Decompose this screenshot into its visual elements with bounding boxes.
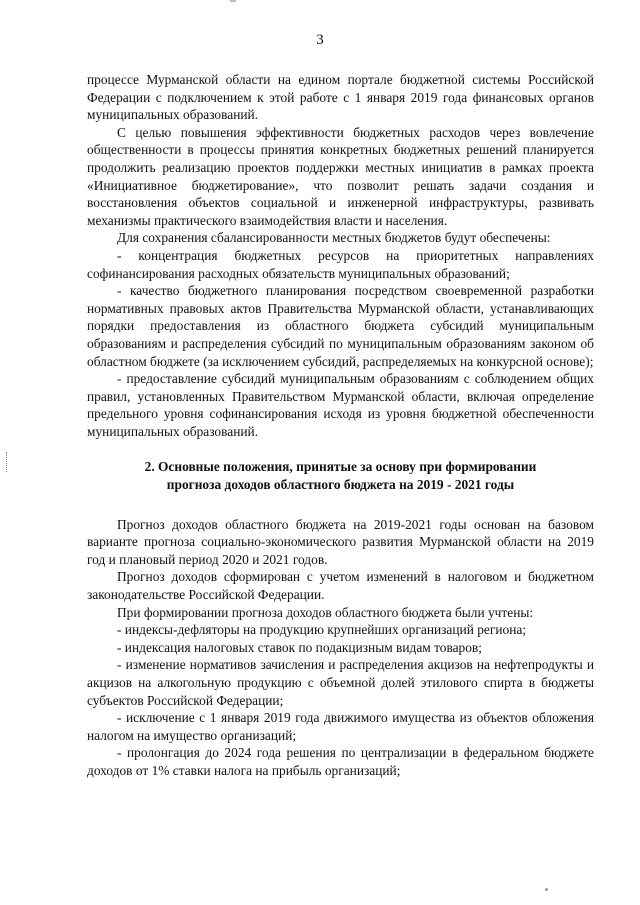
section-heading <box>87 458 594 493</box>
document-body <box>87 71 594 780</box>
page-number: 3 <box>316 32 324 48</box>
list-item: - пролонгация до 2024 года решения по централизации в федеральном бюджете доходов от 1% ставки налога на прибыль организаций; <box>87 745 594 778</box>
list-item: - качество бюджетного планирования посредством своевременной разработки нормативных правовых актов Правительства Мурманской области, устанавливающих порядки предоставления из областного бюджета субсидий муниципальным образованиям и распределения субсидий по муниципальным образованиям законом об областном бюджете (за исключением субсидий, распределяемых на конкурсной основе); <box>87 283 594 369</box>
paragraph: Для сохранения сбалансированности местных бюджетов будут обеспечены: <box>117 230 551 246</box>
section-heading-line: 2. Основные положения, принятые за основу при формировании <box>144 459 537 475</box>
paragraph: Прогноз доходов областного бюджета на 2019-2021 годы основан на базовом варианте прогноза социально-экономического развития Мурманской области на 2019 год и плановый период 2020 и 2021 годов. <box>87 516 594 567</box>
list-item: - исключение с 1 января 2019 года движимого имущества из объектов обложения налогом на имущество организаций; <box>87 710 594 743</box>
paragraph: Прогноз доходов сформирован с учетом изменений в налоговом и бюджетном законодательстве Российской Федерации. <box>87 569 594 603</box>
list-item: - индексы-дефляторы на продукцию крупнейших организаций региона; <box>117 622 527 638</box>
scan-artifact-left <box>6 452 11 472</box>
paragraph: С целью повышения эффективности бюджетных расходов через вовлечение общественности в процессы принятия конкретных бюджетных решений планируется продолжить реализацию проектов поддержки местных инициатив в рамках проекта «Инициативное бюджетирование», что позволит решать задачи создания и восстановления объектов социальной и инженерной инфраструктуры, развивать механизмы практического взаимодействия власти и населения. <box>87 124 594 228</box>
paragraph: При формировании прогноза доходов областного бюджета были учтены: <box>117 604 534 620</box>
scan-artifact-top <box>230 0 236 2</box>
paragraph: процессе Мурманской области на едином портале бюджетной системы Российской Федерации с подключением к этой работе с 1 января 2019 года финансовых органов муниципальных образований. <box>87 72 594 123</box>
list-item: - предоставление субсидий муниципальным образованиям с соблюдением общих правил, установленных Правительством Мурманской области, включая определение предельного уровня софинансирования исходя из уровня бюджетной обеспеченности муниципальных образований. <box>87 371 594 439</box>
list-item: - индексация налоговых ставок по подакцизным видам товаров; <box>117 639 482 655</box>
list-item: - изменение нормативов зачисления и распределения акцизов на нефтепродукты и акцизов на алкогольную продукцию с объемной долей этилового спирта в бюджеты субъектов Российской Федерации; <box>87 657 594 708</box>
section-heading-line: прогноза доходов областного бюджета на 2019 - 2021 годы <box>166 477 515 493</box>
scan-artifact-dot <box>545 888 548 891</box>
list-item: - концентрация бюджетных ресурсов на приоритетных направлениях софинансирования расходных обязательств муниципальных образований; <box>87 247 594 281</box>
